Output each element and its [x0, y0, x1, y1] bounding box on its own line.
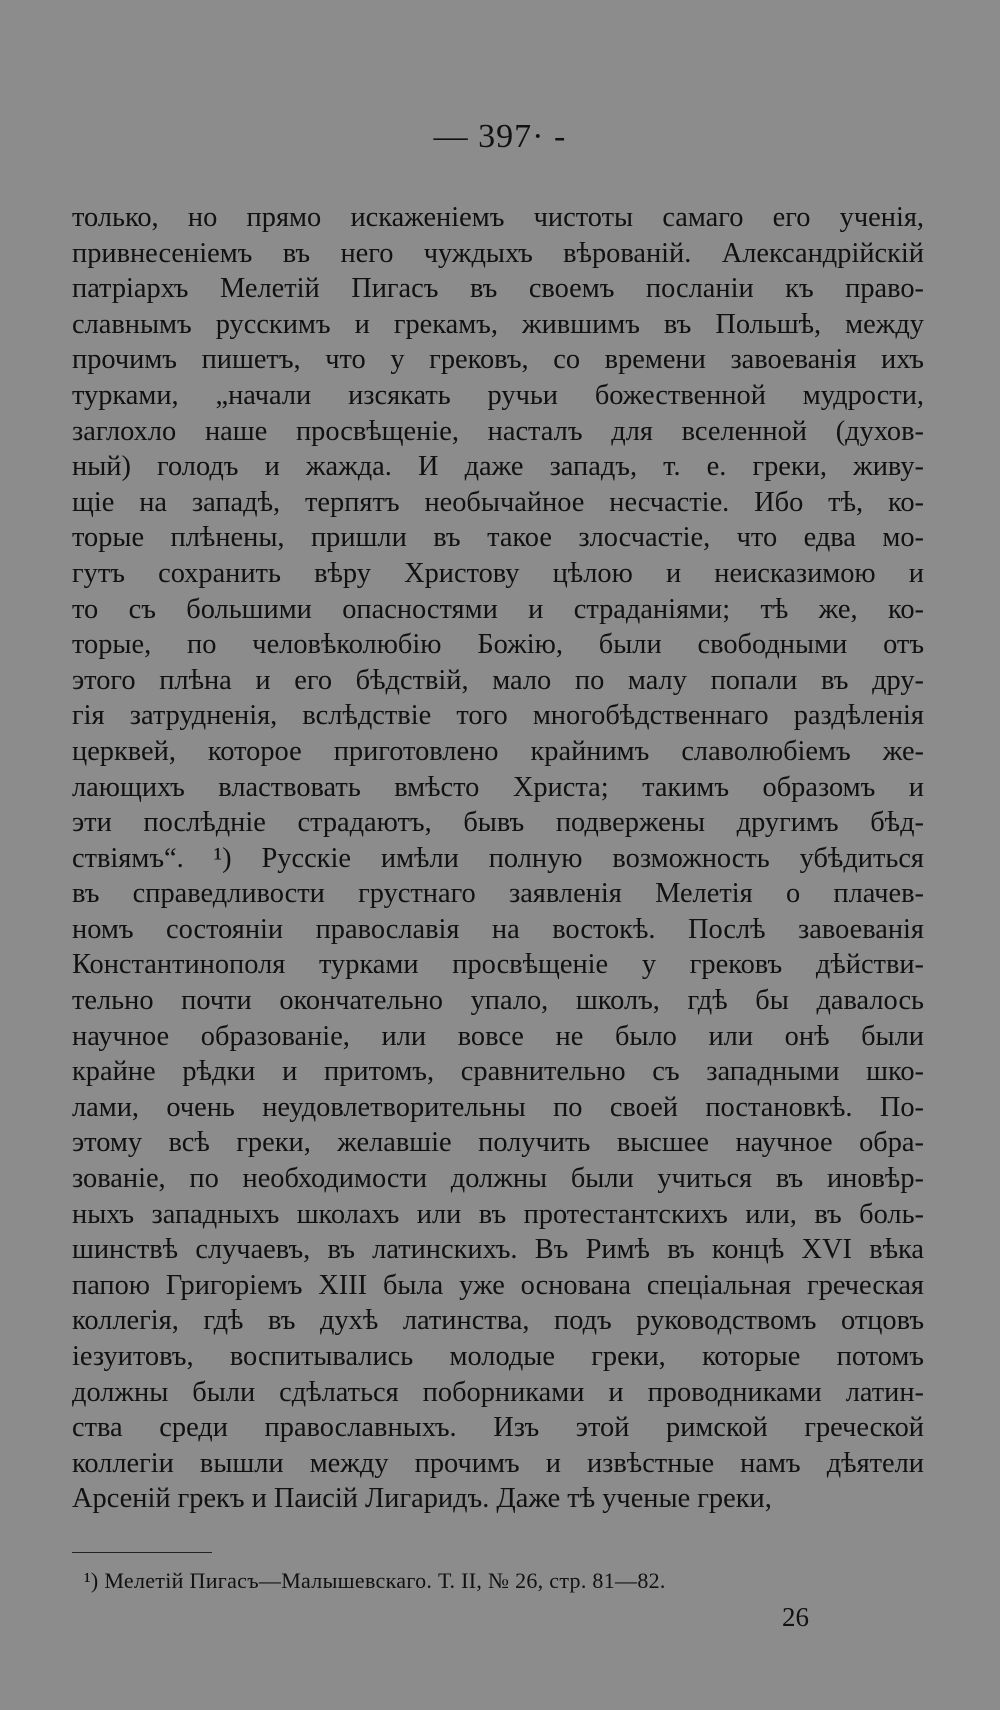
text-line: торые, по человѣколюбію Божію, были свободными отъ	[72, 629, 924, 661]
page-number: — 397· -	[433, 118, 567, 155]
text-line: коллегіи вышли между прочимъ и извѣстные намъ дѣятели	[72, 1447, 924, 1479]
text-line: этого плѣна и его бѣдствій, мало по малу попали въ дру-	[72, 664, 924, 696]
text-line: лающихъ властвовать вмѣсто Христа; такимъ образомъ и	[72, 771, 924, 803]
text-line: ный) голодъ и жажда. И даже западъ, т. е. греки, живу-	[72, 451, 924, 483]
text-line: ства среди православныхъ. Изъ этой римской греческой	[72, 1412, 924, 1444]
footnote-rule	[72, 1552, 212, 1553]
text-line: ныхъ западныхъ школахъ или въ протестантскихъ или, въ боль-	[72, 1198, 924, 1230]
text-line: Константинополя турками просвѣщеніе у грековъ дѣйстви-	[72, 949, 924, 981]
footnote: ¹) Мелетій Пигасъ—Малышевскаго. Т. II, № 26, стр. 81—82.	[84, 1568, 666, 1593]
text-line: гутъ сохранить вѣру Христову цѣлою и неисказимою и	[72, 557, 924, 589]
text-line: шинствѣ случаевъ, въ латинскихъ. Въ Римѣ въ концѣ XVI вѣка	[72, 1234, 924, 1266]
text-line: Арсеній грекъ и Паисій Лигаридъ. Даже тѣ ученые греки,	[72, 1483, 772, 1515]
text-line: щіе на западѣ, терпятъ необычайное несчастіе. Ибо тѣ, ко-	[72, 486, 924, 518]
text-line: турками, „начали изсякать ручьи божественной мудрости,	[72, 379, 924, 411]
text-line: должны были сдѣлаться поборниками и проводниками латин-	[72, 1376, 924, 1408]
signature-mark: 26	[782, 1602, 809, 1632]
text-line: ствіямъ“. ¹) Русскіе имѣли полную возможность убѣдиться	[72, 842, 924, 874]
text-line: номъ состояніи православія на востокѣ. Послѣ завоеванія	[72, 913, 924, 945]
text-line: патріархъ Мелетій Пигасъ въ своемъ посланіи къ право-	[72, 273, 924, 305]
text-line: привнесеніемъ въ него чуждыхъ вѣрованій. Александрійскій	[72, 237, 924, 269]
text-line: коллегія, гдѣ въ духѣ латинства, подъ руководствомъ отцовъ	[72, 1305, 924, 1337]
text-line: прочимъ пишетъ, что у грековъ, со времени завоеванія ихъ	[72, 344, 924, 376]
text-line: гія затрудненія, вслѣдствіе того многобѣдственнаго раздѣленія	[72, 700, 924, 732]
text-line: церквей, которое приготовлено крайнимъ славолюбіемъ же-	[72, 735, 924, 767]
body-text	[72, 200, 924, 1517]
text-line: папою Григоріемъ XIII была уже основана спеціальная греческая	[72, 1269, 924, 1301]
text-line: то съ большими опасностями и страданіями; тѣ же, ко-	[72, 593, 924, 625]
text-line: торые плѣнены, пришли въ такое злосчастіе, что едва мо-	[72, 522, 924, 554]
text-line: только, но прямо искаженіемъ чистоты самаго его ученія,	[72, 202, 924, 233]
text-line: крайне рѣдки и притомъ, сравнительно съ западными шко-	[72, 1056, 924, 1088]
text-line: зованіе, по необходимости должны были учиться въ иновѣр-	[72, 1163, 924, 1195]
text-line: тельно почти окончательно упало, школъ, гдѣ бы давалось	[72, 985, 924, 1017]
text-line: заглохло наше просвѣщеніе, насталъ для вселенной (духов-	[72, 415, 924, 447]
text-line: этому всѣ греки, желавшіе получить высшее научное обра-	[72, 1127, 924, 1159]
text-line: іезуитовъ, воспитывались молодые греки, которые потомъ	[72, 1341, 924, 1372]
text-line: эти послѣдніе страдаютъ, бывъ подвержены другимъ бѣд-	[72, 807, 924, 839]
text-line: славнымъ русскимъ и грекамъ, жившимъ въ Польшѣ, между	[72, 308, 924, 340]
text-line: научное образованіе, или вовсе не было или онѣ были	[72, 1020, 924, 1052]
text-line: въ справедливости грустнаго заявленія Мелетія о плачев-	[72, 878, 924, 910]
text-line: лами, очень неудовлетворительны по своей постановкѣ. По-	[72, 1091, 924, 1123]
